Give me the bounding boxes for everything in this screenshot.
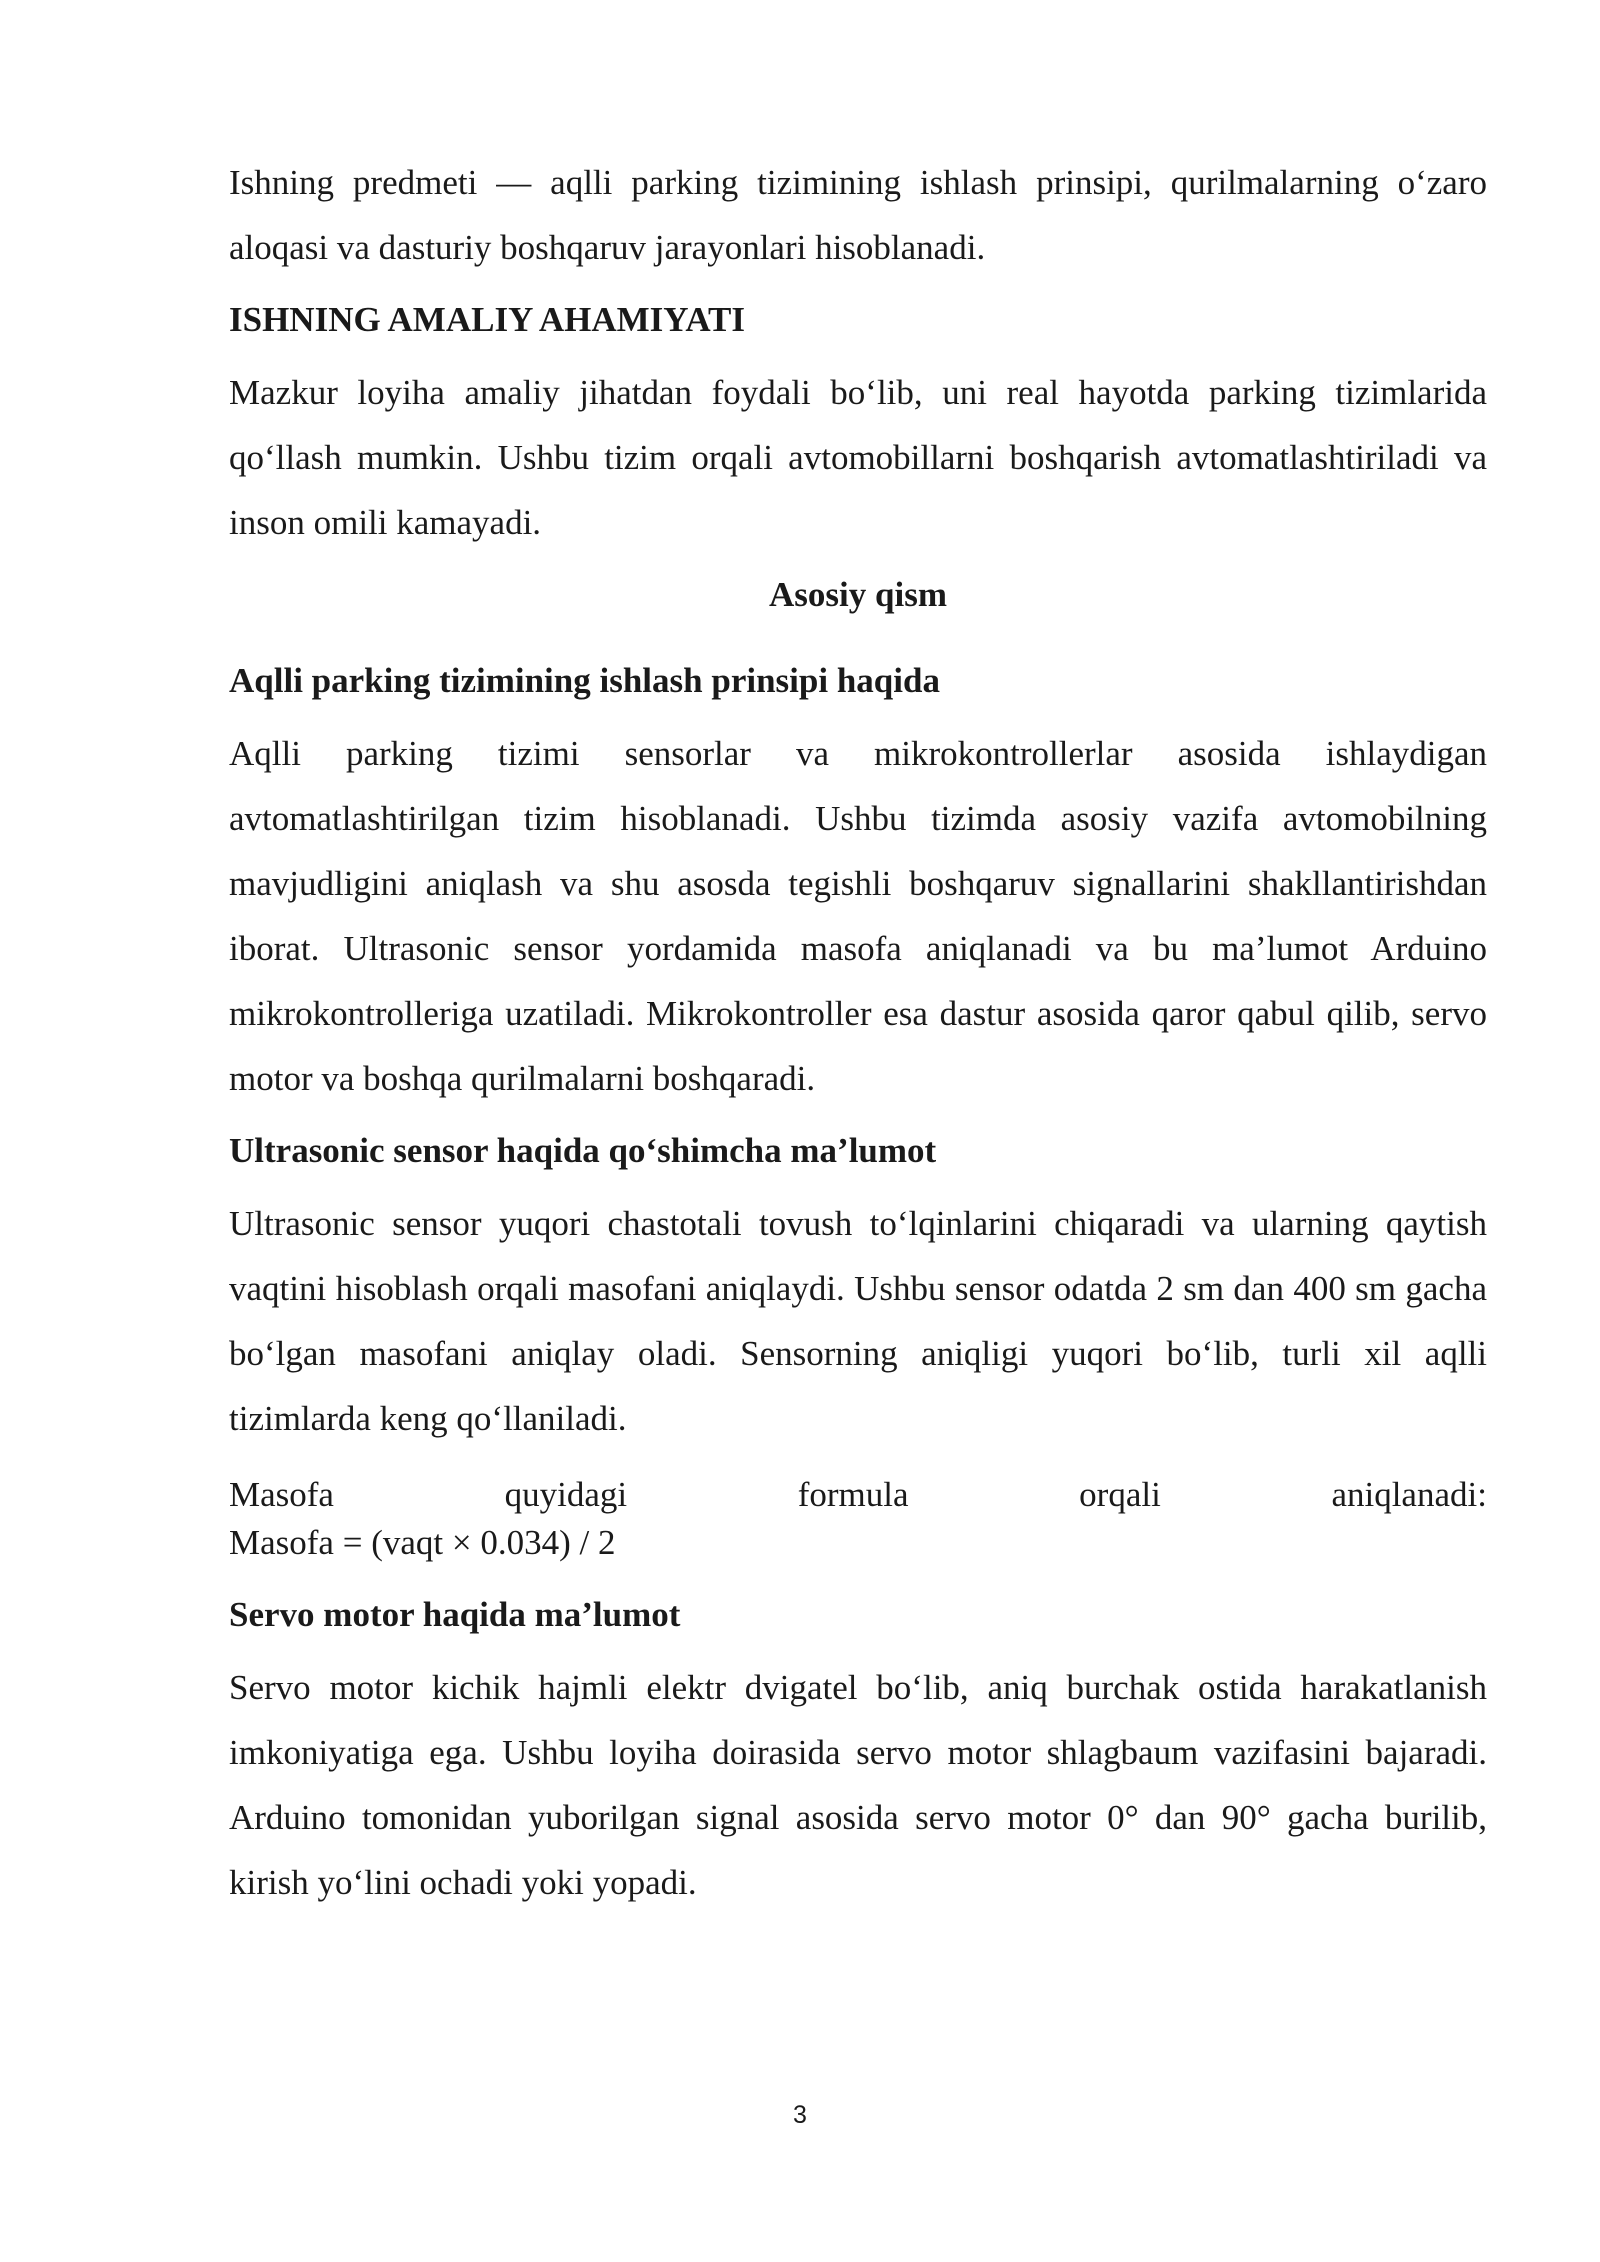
formula-intro-word: quyidagi <box>504 1475 628 1514</box>
ultrasonic-sensor-heading: Ultrasonic sensor haqida qo‘shimcha ma’lumot <box>229 1131 937 1170</box>
subject-paragraph: Ishning predmeti — aqlli parking tizimining ishlash prinsipi, qurilmalarning o‘zaro aloqasi va dasturiy boshqaruv jarayonlari hisoblanadi. <box>229 163 1487 267</box>
distance-formula: Masofa = (vaqt × 0.034) / 2 <box>229 1523 616 1562</box>
formula-intro-word: formula <box>797 1475 909 1514</box>
main-part-heading: Asosiy qism <box>769 575 947 614</box>
servo-motor-heading: Servo motor haqida ma’lumot <box>229 1595 681 1634</box>
practical-significance-heading: ISHNING AMALIY AHAMIYATI <box>229 300 746 339</box>
document-page <box>229 150 1487 1915</box>
formula-intro-word: orqali <box>1079 1475 1161 1514</box>
working-principle-heading: Aqlli parking tizimining ishlash prinsipi haqida <box>229 661 940 700</box>
page-number: 3 <box>793 2101 807 2129</box>
servo-motor-paragraph: Servo motor kichik hajmli elektr dvigatel bo‘lib, aniq burchak ostida harakatlanish imkoniyatiga ega. Ushbu loyiha doirasida servo motor shlagbaum vazifasini bajaradi. Arduino tomonidan yuborilgan signal asosida servo motor 0° dan 90° gacha burilib, kirish yo‘lini ochadi yoki yopadi. <box>229 1668 1487 1902</box>
formula-intro-word: aniqlanadi: <box>1331 1475 1487 1514</box>
ultrasonic-sensor-paragraph: Ultrasonic sensor yuqori chastotali tovush to‘lqinlarini chiqaradi va ularning qaytish vaqtini hisoblash orqali masofani aniqlaydi. Ushbu sensor odatda 2 sm dan 400 sm gacha bo‘lgan masofani aniqlay oladi. Sensorning aniqligi yuqori bo‘lib, turli xil aqlli tizimlarda keng qo‘llaniladi. <box>229 1204 1487 1438</box>
working-principle-paragraph: Aqlli parking tizimi sensorlar va mikrokontrollerlar asosida ishlaydigan avtomatlashtirilgan tizim hisoblanadi. Ushbu tizimda asosiy vazifa avtomobilning mavjudligini aniqlash va shu asosda tegishli boshqaruv signallarini shakllantirishdan iborat. Ultrasonic sensor yordamida masofa aniqlanadi va bu ma’lumot Arduino mikrokontrolleriga uzatiladi. Mikrokontroller esa dastur asosida qaror qabul qilib, servo motor va boshqa qurilmalarni boshqaradi. <box>229 734 1487 1098</box>
formula-intro-word: Masofa <box>229 1475 334 1514</box>
formula-intro-line <box>229 1471 1487 1519</box>
practical-significance-paragraph: Mazkur loyiha amaliy jihatdan foydali bo‘lib, uni real hayotda parking tizimlarida qo‘llash mumkin. Ushbu tizim orqali avtomobillarni boshqarish avtomatlashtiriladi va inson omili kamayadi. <box>229 373 1487 542</box>
